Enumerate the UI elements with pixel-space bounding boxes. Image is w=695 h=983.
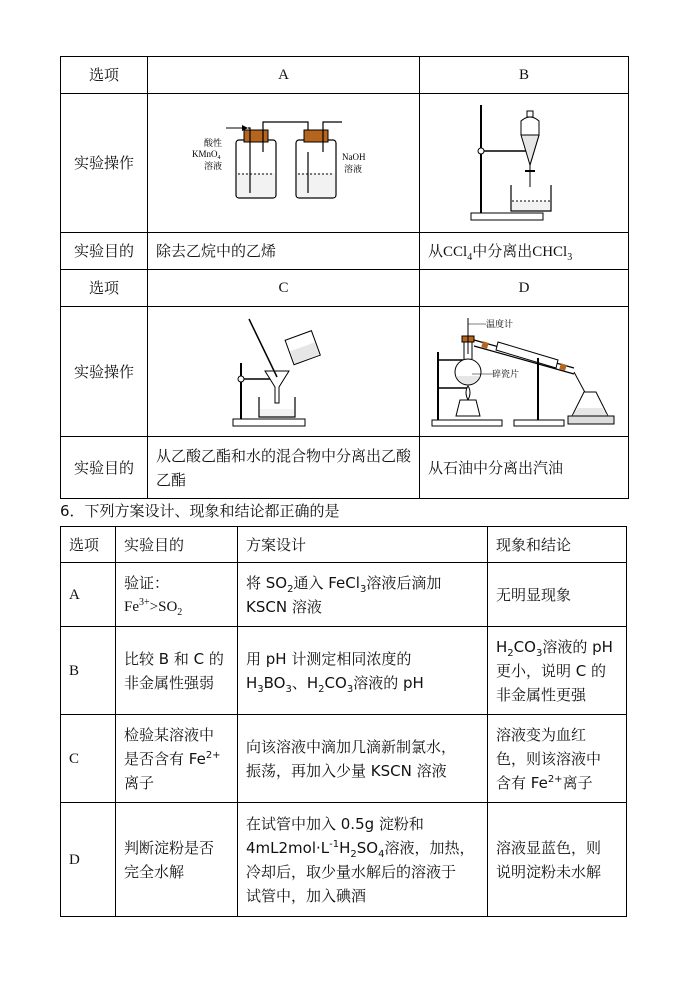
operation-label: 实验操作 xyxy=(61,94,148,233)
filtration-figure xyxy=(229,313,339,431)
row-result: $H_2CO_3$溶液的 pH 更小，说明 C 的 非金属性更强 xyxy=(488,627,627,715)
col-header-goal: 实验目的 xyxy=(116,527,238,563)
col-header-plan: 方案设计 xyxy=(238,527,488,563)
row-plan: 在试管中加入 0.5g 淀粉和 $4mL2mol\cdot L^{-1}H_2SO_4$溶液，加热， 冷却后，取少量水解后的溶液于 试管中，加入碘酒 xyxy=(238,803,488,917)
row-plan: 向该溶液中滴加几滴新制氯水， 振荡，再加入少量 KSCN 溶液 xyxy=(238,715,488,803)
header-option-label: 选项 xyxy=(61,57,148,94)
svg-text:溶液: 溶液 xyxy=(343,164,362,174)
figure-b-cell xyxy=(420,94,629,233)
col-header-option: 选项 xyxy=(61,527,116,563)
goal-a-text: 除去乙烷中的乙烯 xyxy=(148,233,420,270)
table-row xyxy=(61,563,627,627)
header-option-b: B xyxy=(420,57,629,94)
goal-d-text: 从石油中分离出汽油 xyxy=(420,437,629,499)
goal-c-text: 从乙酸乙酯和水的混合物中分离出乙酸乙酯 xyxy=(148,437,420,499)
row-goal: 检验某溶液中 是否含有 $Fe^{2+}$ 离子 xyxy=(116,715,238,803)
goal2-label: 实验目的 xyxy=(61,437,148,499)
row-option: A xyxy=(61,563,116,627)
experiment-table xyxy=(60,526,627,917)
apparatus-table xyxy=(60,56,629,499)
separatory-funnel-figure xyxy=(469,101,579,226)
header-option-c: C xyxy=(148,270,420,307)
figure-d-cell xyxy=(420,307,629,437)
row-plan: 将 $SO_2$通入 FeCl$_3$溶液后滴加 KSCN 溶液 xyxy=(238,563,488,627)
figure-c-cell xyxy=(148,307,420,437)
svg-text:溶液: 溶液 xyxy=(203,161,222,171)
svg-text:NaOH: NaOH xyxy=(341,152,365,162)
svg-text:KMnO4: KMnO$_4$ xyxy=(191,149,221,161)
row-goal: 比较 B 和 C 的 非金属性强弱 xyxy=(116,627,238,715)
question-6-text: 6．下列方案设计、现象和结论都正确的是 xyxy=(60,502,340,520)
col-header-result: 现象和结论 xyxy=(488,527,627,563)
distillation-figure xyxy=(428,312,620,432)
table-row xyxy=(61,715,627,803)
row-result: 溶液显蓝色，则 说明淀粉未水解 xyxy=(488,803,627,917)
row-result: 溶液变为血红 色，则该溶液中 含有 $Fe^{2+}$离子 xyxy=(488,715,627,803)
fig-a-label-acidic: 酸性 xyxy=(203,138,222,148)
operation2-label: 实验操作 xyxy=(61,307,148,437)
row-option: C xyxy=(61,715,116,803)
table-row xyxy=(61,803,627,917)
row-goal: 判断淀粉是否 完全水解 xyxy=(116,803,238,917)
goal-b-text: 从CCl$_4$中分离出CHCl$_3$ xyxy=(420,233,629,270)
figure-a-cell xyxy=(148,94,420,233)
table-row xyxy=(61,627,627,715)
gas-washing-bottles-figure xyxy=(184,118,384,208)
goal-label: 实验目的 xyxy=(61,233,148,270)
header-option-a: A xyxy=(148,57,420,94)
header-option-d: D xyxy=(420,270,629,307)
row-option: B xyxy=(61,627,116,715)
header2-option-label: 选项 xyxy=(61,270,148,307)
fig-d-chips-label: 碎瓷片 xyxy=(492,368,520,379)
fig-d-thermometer-label: 温度计 xyxy=(486,318,514,329)
row-option: D xyxy=(61,803,116,917)
row-plan: 用 pH 计测定相同浓度的 $H_3BO_3$、$H_2CO_3$溶液的 pH xyxy=(238,627,488,715)
row-result: 无明显现象 xyxy=(488,563,627,627)
row-goal: 验证： $Fe^{3+}>SO_2$ xyxy=(116,563,238,627)
